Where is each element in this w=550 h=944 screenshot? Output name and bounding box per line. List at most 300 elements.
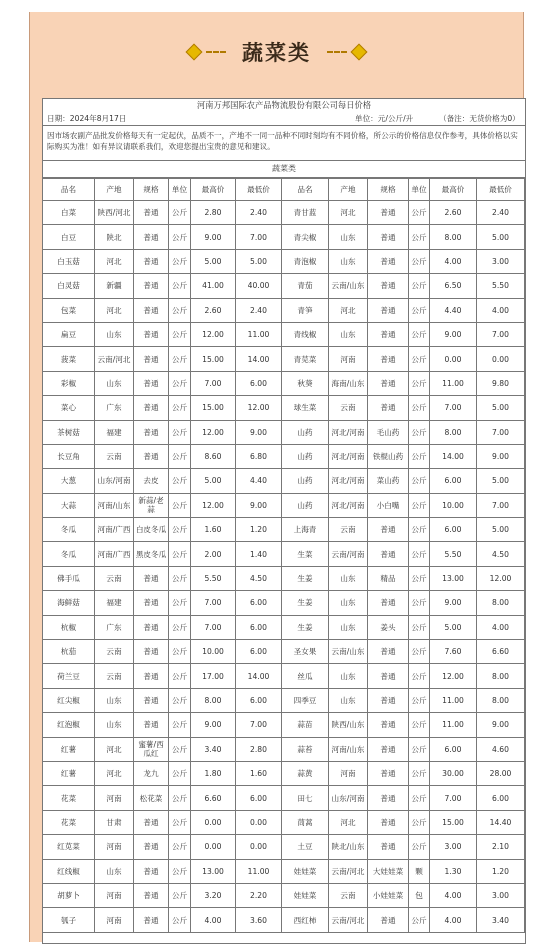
cell-max-price: 4.00 <box>430 908 477 932</box>
cell-origin: 河南 <box>95 786 134 810</box>
cell-spec: 普通 <box>134 274 169 298</box>
cell-max-price: 0.00 <box>191 835 236 859</box>
cell-max-price: 8.00 <box>191 688 236 712</box>
cell-unit: 颗 <box>409 859 430 883</box>
cell-max-price: 15.00 <box>430 810 477 834</box>
cell-name: 红泡椒 <box>43 713 95 737</box>
table-row <box>43 615 525 639</box>
cell-unit: 公斤 <box>409 249 430 273</box>
cell-min-price: 11.00 <box>236 859 282 883</box>
cell-unit: 公斤 <box>169 347 191 371</box>
cell-min-price: 40.00 <box>236 274 282 298</box>
cell-origin: 山东 <box>95 688 134 712</box>
cell-origin: 云南/河南 <box>329 542 368 566</box>
cell-origin: 广东 <box>95 396 134 420</box>
cell-min-price: 4.50 <box>477 542 525 566</box>
cell-min-price: 0.00 <box>236 835 282 859</box>
cell-min-price: 8.00 <box>477 664 525 688</box>
cell-min-price: 1.20 <box>236 518 282 542</box>
cell-name: 山药 <box>282 420 329 444</box>
cell-origin: 山东 <box>329 566 368 590</box>
cell-min-price: 3.00 <box>477 249 525 273</box>
cell-name: 娃娃菜 <box>282 883 329 907</box>
cell-spec: 普通 <box>368 225 409 249</box>
cell-spec: 普通 <box>368 542 409 566</box>
cell-unit: 公斤 <box>409 737 430 761</box>
cell-name: 大蒜 <box>43 493 95 517</box>
cell-origin: 山东 <box>329 322 368 346</box>
cell-max-price: 4.00 <box>430 249 477 273</box>
cell-name: 田七 <box>282 786 329 810</box>
cell-origin: 广东 <box>95 615 134 639</box>
cell-origin: 河北/河南 <box>329 420 368 444</box>
cell-max-price: 10.00 <box>430 493 477 517</box>
cell-max-price: 4.40 <box>430 298 477 322</box>
cell-min-price: 3.60 <box>236 908 282 932</box>
table-row <box>43 761 525 785</box>
cell-spec: 松花菜 <box>134 786 169 810</box>
table-row <box>43 396 525 420</box>
cell-spec: 普通 <box>368 786 409 810</box>
cell-min-price: 2.10 <box>477 835 525 859</box>
cell-name: 菜心 <box>43 396 95 420</box>
cell-name: 蒜苔 <box>282 737 329 761</box>
cell-max-price: 1.80 <box>191 761 236 785</box>
table-row <box>43 591 525 615</box>
cell-min-price: 4.40 <box>236 469 282 493</box>
cell-name: 丝瓜 <box>282 664 329 688</box>
cell-max-price: 3.20 <box>191 883 236 907</box>
cell-spec: 新蒜/老蒜 <box>134 493 169 517</box>
cell-max-price: 5.50 <box>191 566 236 590</box>
cell-min-price: 7.00 <box>477 420 525 444</box>
cell-name: 杭茄 <box>43 640 95 664</box>
cell-min-price: 5.50 <box>477 274 525 298</box>
table-row <box>43 420 525 444</box>
table-row <box>43 883 525 907</box>
cell-min-price: 2.20 <box>236 883 282 907</box>
cell-min-price: 5.00 <box>477 518 525 542</box>
cell-name: 红尖椒 <box>43 688 95 712</box>
cell-spec: 菜山药 <box>368 469 409 493</box>
cell-name: 山药 <box>282 469 329 493</box>
cell-spec: 普通 <box>134 249 169 273</box>
cell-min-price: 1.60 <box>236 761 282 785</box>
cell-name: 青茄 <box>282 274 329 298</box>
page-header <box>30 12 523 92</box>
cell-min-price: 28.00 <box>477 761 525 785</box>
cell-unit: 公斤 <box>169 420 191 444</box>
cell-spec: 去皮 <box>134 469 169 493</box>
cell-spec: 普通 <box>134 322 169 346</box>
cell-name: 土豆 <box>282 835 329 859</box>
cell-min-price: 6.00 <box>236 591 282 615</box>
table-row <box>43 786 525 810</box>
cell-origin: 河北 <box>329 810 368 834</box>
cell-name: 红薯 <box>43 761 95 785</box>
cell-name: 四季豆 <box>282 688 329 712</box>
cell-spec: 普通 <box>368 688 409 712</box>
cell-origin: 新疆 <box>95 274 134 298</box>
cell-unit: 公斤 <box>409 396 430 420</box>
table-row <box>43 908 525 932</box>
cell-spec: 普通 <box>368 737 409 761</box>
cell-min-price: 3.00 <box>477 883 525 907</box>
price-sheet <box>42 98 526 944</box>
cell-max-price: 1.30 <box>430 859 477 883</box>
cell-name: 山药 <box>282 493 329 517</box>
meta-row <box>43 112 525 126</box>
cell-unit: 公斤 <box>169 469 191 493</box>
cell-spec: 蜜薯/西瓜红 <box>134 737 169 761</box>
cell-origin: 陕西/山东 <box>329 713 368 737</box>
cell-unit: 公斤 <box>169 615 191 639</box>
cell-origin: 河南 <box>95 908 134 932</box>
cell-min-price: 12.00 <box>236 396 282 420</box>
cell-name: 上海青 <box>282 518 329 542</box>
cell-origin: 福建 <box>95 420 134 444</box>
table-row <box>43 225 525 249</box>
cell-spec: 普通 <box>368 640 409 664</box>
cell-max-price: 4.00 <box>191 908 236 932</box>
cell-spec: 普通 <box>134 444 169 468</box>
cell-origin: 山东 <box>95 322 134 346</box>
cell-max-price: 14.00 <box>430 444 477 468</box>
cell-name: 山药 <box>282 444 329 468</box>
cell-min-price: 14.00 <box>236 347 282 371</box>
cell-unit: 公斤 <box>169 713 191 737</box>
cell-max-price: 12.00 <box>191 420 236 444</box>
cell-name: 青苋菜 <box>282 347 329 371</box>
cell-max-price: 4.00 <box>430 883 477 907</box>
dash-divider <box>206 51 226 53</box>
cell-min-price: 3.40 <box>477 908 525 932</box>
column-header-spec: 规格 <box>134 179 169 201</box>
cell-name: 茼蒿 <box>282 810 329 834</box>
cell-min-price: 8.00 <box>477 688 525 712</box>
cell-spec: 白皮冬瓜 <box>134 518 169 542</box>
column-header-unit: 单位 <box>409 179 430 201</box>
cell-unit: 公斤 <box>169 518 191 542</box>
cell-spec: 普通 <box>134 688 169 712</box>
cell-name: 白菜 <box>43 201 95 225</box>
cell-spec: 普通 <box>134 396 169 420</box>
cell-min-price: 14.40 <box>477 810 525 834</box>
cell-origin: 河北 <box>95 761 134 785</box>
cell-max-price: 10.00 <box>191 640 236 664</box>
cell-origin: 海南/山东 <box>329 371 368 395</box>
cell-origin: 山东 <box>95 371 134 395</box>
cell-max-price: 7.60 <box>430 640 477 664</box>
cell-origin: 山东 <box>95 713 134 737</box>
cell-spec: 黑皮冬瓜 <box>134 542 169 566</box>
cell-unit: 公斤 <box>169 322 191 346</box>
cell-name: 包菜 <box>43 298 95 322</box>
cell-spec: 普通 <box>368 835 409 859</box>
cell-max-price: 15.00 <box>191 396 236 420</box>
cell-spec: 姜头 <box>368 615 409 639</box>
cell-unit: 公斤 <box>169 298 191 322</box>
table-row <box>43 298 525 322</box>
table-row <box>43 469 525 493</box>
table-row <box>43 493 525 517</box>
cell-unit: 公斤 <box>409 420 430 444</box>
cell-spec: 普通 <box>368 396 409 420</box>
cell-spec: 普通 <box>134 835 169 859</box>
cell-max-price: 2.60 <box>430 201 477 225</box>
cell-spec: 铁棍山药 <box>368 444 409 468</box>
cell-spec: 普通 <box>134 591 169 615</box>
cell-name: 球生菜 <box>282 396 329 420</box>
cell-origin: 云南 <box>95 444 134 468</box>
cell-unit: 公斤 <box>409 371 430 395</box>
cell-spec: 普通 <box>368 908 409 932</box>
cell-min-price: 6.00 <box>236 615 282 639</box>
cell-origin: 河北/河南 <box>329 493 368 517</box>
table-body <box>43 201 525 933</box>
cell-origin: 云南 <box>95 640 134 664</box>
cell-origin: 甘肃 <box>95 810 134 834</box>
cell-name: 青泡椒 <box>282 249 329 273</box>
table-row <box>43 737 525 761</box>
cell-name: 长豆角 <box>43 444 95 468</box>
table-row <box>43 835 525 859</box>
cell-max-price: 9.00 <box>430 591 477 615</box>
cell-spec: 普通 <box>134 298 169 322</box>
cell-spec: 普通 <box>134 713 169 737</box>
cell-unit: 公斤 <box>169 201 191 225</box>
price-table <box>42 178 525 933</box>
cell-unit: 公斤 <box>169 688 191 712</box>
cell-unit: 公斤 <box>409 493 430 517</box>
cell-min-price: 6.00 <box>236 688 282 712</box>
cell-max-price: 8.00 <box>430 225 477 249</box>
cell-unit: 公斤 <box>169 859 191 883</box>
cell-name: 生姜 <box>282 566 329 590</box>
cell-name: 冬瓜 <box>43 542 95 566</box>
cell-max-price: 11.00 <box>430 713 477 737</box>
cell-unit: 公斤 <box>169 761 191 785</box>
cell-max-price: 11.00 <box>430 688 477 712</box>
cell-name: 彩椒 <box>43 371 95 395</box>
cell-origin: 河北 <box>95 737 134 761</box>
cell-unit: 公斤 <box>409 688 430 712</box>
cell-origin: 河北 <box>329 298 368 322</box>
cell-spec: 普通 <box>368 371 409 395</box>
column-header-spec: 规格 <box>368 179 409 201</box>
table-row <box>43 444 525 468</box>
cell-min-price: 7.00 <box>236 713 282 737</box>
cell-spec: 普通 <box>368 761 409 785</box>
cell-origin: 河北 <box>95 249 134 273</box>
cell-min-price: 5.00 <box>477 396 525 420</box>
table-row <box>43 688 525 712</box>
cell-min-price: 6.00 <box>236 640 282 664</box>
cell-unit: 公斤 <box>409 786 430 810</box>
cell-max-price: 2.00 <box>191 542 236 566</box>
column-header-max-price: 最高价 <box>191 179 236 201</box>
cell-min-price: 9.80 <box>477 371 525 395</box>
cell-origin: 河南/广西 <box>95 542 134 566</box>
table-header-row <box>43 179 525 201</box>
cell-unit: 公斤 <box>409 225 430 249</box>
table-row <box>43 347 525 371</box>
cell-origin: 云南/山东 <box>329 640 368 664</box>
cell-origin: 山东 <box>329 225 368 249</box>
cell-name: 秋葵 <box>282 371 329 395</box>
cell-spec: 普通 <box>134 347 169 371</box>
column-header-min-price: 最低价 <box>477 179 525 201</box>
cell-max-price: 5.00 <box>191 469 236 493</box>
cell-unit: 公斤 <box>409 664 430 688</box>
table-row <box>43 274 525 298</box>
cell-origin: 河南 <box>95 883 134 907</box>
cell-unit: 公斤 <box>409 908 430 932</box>
cell-name: 红线椒 <box>43 859 95 883</box>
cell-name: 大葱 <box>43 469 95 493</box>
cell-max-price: 9.00 <box>191 713 236 737</box>
cell-origin: 山东 <box>329 664 368 688</box>
cell-spec: 普通 <box>368 274 409 298</box>
cell-min-price: 2.40 <box>477 201 525 225</box>
cell-max-price: 7.00 <box>430 786 477 810</box>
column-header-min-price: 最低价 <box>236 179 282 201</box>
cell-spec: 普通 <box>368 664 409 688</box>
cell-unit: 公斤 <box>169 493 191 517</box>
section-title: 蔬菜类 <box>43 161 525 178</box>
cell-spec: 普通 <box>134 640 169 664</box>
cell-max-price: 30.00 <box>430 761 477 785</box>
note-label: （备注：无货价格为0） <box>439 114 520 123</box>
cell-min-price: 6.00 <box>477 786 525 810</box>
cell-origin: 河北 <box>329 201 368 225</box>
cell-min-price: 14.00 <box>236 664 282 688</box>
cell-name: 白灵菇 <box>43 274 95 298</box>
cell-name: 蒜苗 <box>282 713 329 737</box>
cell-spec: 大娃娃菜 <box>368 859 409 883</box>
cell-unit: 公斤 <box>409 835 430 859</box>
cell-min-price: 2.80 <box>236 737 282 761</box>
cell-max-price: 12.00 <box>191 493 236 517</box>
cell-name: 青甘蓝 <box>282 201 329 225</box>
cell-max-price: 2.80 <box>191 201 236 225</box>
cell-origin: 河北 <box>95 298 134 322</box>
cell-min-price: 12.00 <box>477 566 525 590</box>
cell-min-price: 4.60 <box>477 737 525 761</box>
cell-min-price: 1.40 <box>236 542 282 566</box>
cell-max-price: 8.00 <box>430 420 477 444</box>
cell-spec: 龙九 <box>134 761 169 785</box>
table-row <box>43 371 525 395</box>
cell-unit: 公斤 <box>169 786 191 810</box>
cell-max-price: 8.60 <box>191 444 236 468</box>
cell-origin: 山东 <box>95 859 134 883</box>
cell-spec: 普通 <box>368 591 409 615</box>
cell-name: 西红柿 <box>282 908 329 932</box>
price-notice: 因市场农副产品批发价格每天有一定起伏，品质不一，产地不一同一品种不同时刻均有不同价格，所公示的价格信息仅作参考，具体价格以实际购买为准！如有异议请联系我们，欢迎您提出宝贵的意见和建议。 <box>43 126 525 161</box>
cell-min-price: 2.40 <box>236 298 282 322</box>
cell-min-price: 0.00 <box>477 347 525 371</box>
cell-name: 青尖椒 <box>282 225 329 249</box>
page-title: 蔬菜类 <box>242 41 311 65</box>
cell-min-price: 9.00 <box>477 713 525 737</box>
cell-unit: 公斤 <box>169 274 191 298</box>
cell-spec: 普通 <box>134 201 169 225</box>
cell-unit: 公斤 <box>409 298 430 322</box>
cell-spec: 普通 <box>368 298 409 322</box>
cell-max-price: 0.00 <box>430 347 477 371</box>
cell-max-price: 0.00 <box>191 810 236 834</box>
cell-min-price: 1.20 <box>477 859 525 883</box>
cell-origin: 陕北/山东 <box>329 835 368 859</box>
cell-spec: 普通 <box>134 225 169 249</box>
cell-name: 青线椒 <box>282 322 329 346</box>
cell-spec: 普通 <box>368 347 409 371</box>
cell-max-price: 5.00 <box>191 249 236 273</box>
cell-origin: 河北/河南 <box>329 444 368 468</box>
cell-unit: 公斤 <box>409 542 430 566</box>
cell-origin: 云南 <box>95 566 134 590</box>
table-row <box>43 322 525 346</box>
cell-max-price: 1.60 <box>191 518 236 542</box>
cell-min-price: 0.00 <box>236 810 282 834</box>
cell-spec: 普通 <box>368 201 409 225</box>
cell-max-price: 17.00 <box>191 664 236 688</box>
cell-origin: 陕西/河北 <box>95 201 134 225</box>
cell-max-price: 7.00 <box>191 371 236 395</box>
cell-name: 茶树菇 <box>43 420 95 444</box>
cell-unit: 公斤 <box>169 225 191 249</box>
cell-spec: 普通 <box>368 810 409 834</box>
table-row <box>43 810 525 834</box>
cell-name: 花菜 <box>43 786 95 810</box>
cell-origin: 河南 <box>329 347 368 371</box>
cell-unit: 公斤 <box>409 810 430 834</box>
cell-unit: 公斤 <box>409 444 430 468</box>
cell-name: 菠菜 <box>43 347 95 371</box>
cell-max-price: 12.00 <box>430 664 477 688</box>
cell-min-price: 11.00 <box>236 322 282 346</box>
cell-min-price: 5.00 <box>477 225 525 249</box>
cell-unit: 公斤 <box>409 518 430 542</box>
cell-min-price: 7.00 <box>236 225 282 249</box>
cell-spec: 普通 <box>134 859 169 883</box>
cell-unit: 公斤 <box>169 908 191 932</box>
cell-name: 冬瓜 <box>43 518 95 542</box>
cell-unit: 公斤 <box>409 274 430 298</box>
cell-unit: 公斤 <box>409 201 430 225</box>
cell-origin: 河南 <box>329 761 368 785</box>
table-row <box>43 859 525 883</box>
cell-name: 圣女果 <box>282 640 329 664</box>
cell-spec: 普通 <box>134 615 169 639</box>
cell-min-price: 7.00 <box>477 322 525 346</box>
cell-max-price: 5.00 <box>430 615 477 639</box>
cell-name: 杭椒 <box>43 615 95 639</box>
column-header-name: 品名 <box>43 179 95 201</box>
column-header-origin: 产地 <box>329 179 368 201</box>
cell-unit: 公斤 <box>409 615 430 639</box>
cell-spec: 普通 <box>368 713 409 737</box>
cell-name: 荷兰豆 <box>43 664 95 688</box>
cell-origin: 陕北 <box>95 225 134 249</box>
cell-max-price: 11.00 <box>430 371 477 395</box>
company-name: 河南万邦国际农产品物流股份有限公司每日价格 <box>196 100 372 110</box>
column-header-max-price: 最高价 <box>430 179 477 201</box>
cell-name: 红苋菜 <box>43 835 95 859</box>
cell-spec: 普通 <box>368 249 409 273</box>
cell-min-price: 7.00 <box>477 493 525 517</box>
